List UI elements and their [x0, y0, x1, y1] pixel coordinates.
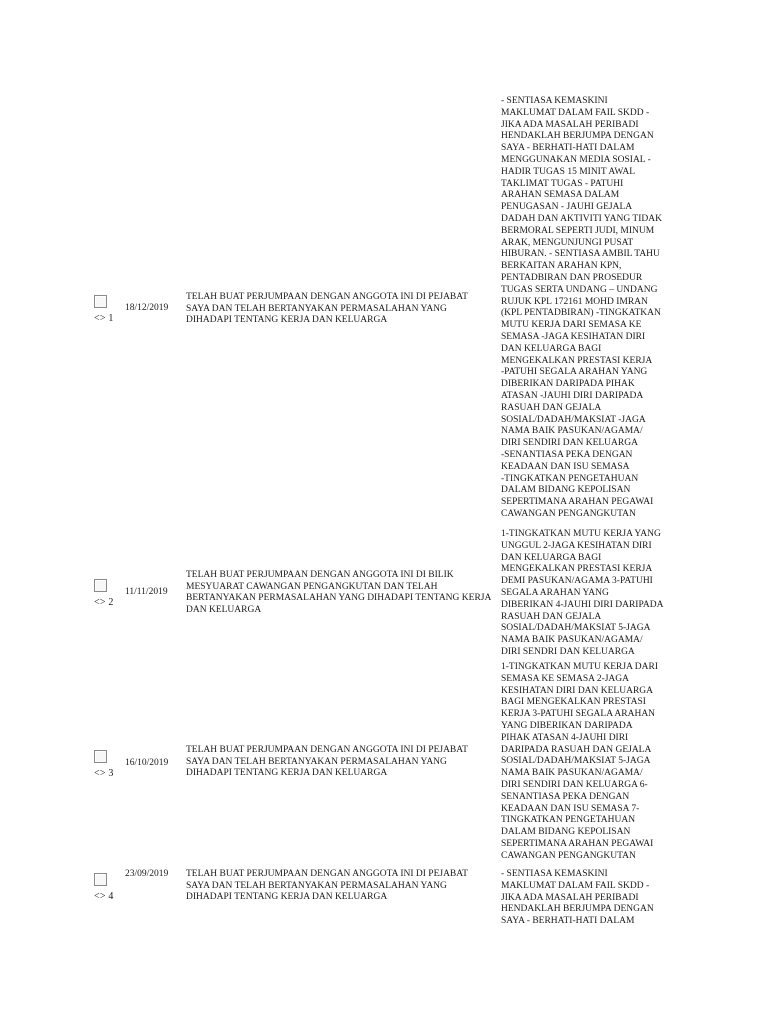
row-select — [94, 873, 120, 902]
row-note: - SENTIASA KEMASKINI MAKLUMAT DALAM FAIL SKDD - JIKA ADA MASALAH PERIBADI HENDAKLAH BERJUMPA DENGAN SAYA - BERHATI-HATI DALAM MENGGUNAKAN MEDIA SOSIAL - HADIR TUGAS 15 MINIT AWAL TAKLIMAT TUGAS - PATUHI ARAHAN SEMASA DALAM PENUGASAN - JAUHI GEJALA DADAH DAN AKTIVITI YANG TIDAK BERMORAL SEPERTI JUDI, MINUM ARAK, MENGUNJUNGI PUSAT HIBURAN. - SENTIASA AMBIL TAHU BERKAITAN ARAHAN KPN, PENTADBIRAN DAN PROSEDUR TUGAS SERTA UNDANG – UNDANG RUJUK KPL 172161 MOHD IMRAN (KPL PENTADBIRAN) -TINGKATKAN MUTU KERJA DARI SEMASA KE SEMASA -JAGA KESIHATAN DIRI DAN KELUARGA BAGI MENGEKALKAN PRESTASI KERJA -PATUHI SEGALA ARAHAN YANG DIBERIKAN DARIPADA PIHAK ATASAN -JAUHI DIRI DARIPADA RASUAH DAN GEJALA SOSIAL/DADAH/MAKSIAT -JAGA NAMA BAIK PASUKAN/AGAMA/ DIRI SENDIRI DAN KELUARGA -SENANTIASA PEKA DENGAN KEADAAN DAN ISU SEMASA -TINGKATKAN PENGETAHUAN DALAM BIDANG KEPOLISAN SEPERTIMANA ARAHAN PEGAWAI CAWANGAN PENGANGKUTAN — [501, 96, 662, 519]
row-description: TELAH BUAT PERJUMPAAN DENGAN ANGGOTA INI DI PEJABAT SAYA DAN TELAH BERTANYAKAN PERMASALAHAN YANG DIHADAPI TENTANG KERJA DAN KELUARGA — [186, 292, 468, 325]
row-checkbox[interactable] — [94, 873, 107, 886]
row-description: TELAH BUAT PERJUMPAAN DENGAN ANGGOTA INI DI PEJABAT SAYA DAN TELAH BERTANYAKAN PERMASALAHAN YANG DIHADAPI TENTANG KERJA DAN KELUARGA — [186, 869, 468, 902]
row-note: - SENTIASA KEMASKINI MAKLUMAT DALAM FAIL SKDD - JIKA ADA MASALAH PERIBADI HENDAKLAH BERJUMPA DENGAN SAYA - BERHATI-HATI DALAM — [501, 869, 654, 927]
row-note: 1-TINGKATKAN MUTU KERJA YANG UNGGUL 2-JAGA KESIHATAN DIRI DAN KELUARGA BAGI MENGEKALKAN PRESTASI KERJA DEMI PASUKAN/AGAMA 3-PATUHI SEGALA ARAHAN YANG DIBERIKAN 4-JAUHI DIRI DARIPADA RASUAH DAN GEJALA SOSIAL/DADAH/MAKSIAT 5-JAGA NAMA BAIK PASUKAN/AGAMA/ DIRI SENDRI DAN KELUARGA — [501, 529, 664, 657]
row-select — [94, 750, 120, 779]
row-number: <> 1 — [94, 313, 114, 324]
row-description: TELAH BUAT PERJUMPAAN DENGAN ANGGOTA INI DI BILIK MESYUARAT CAWANGAN PENGANGKUTAN DAN TELAH BERTANYAKAN PERMASALAHAN YANG DIHADAPI TENTANG KERJA DAN KELUARGA — [186, 570, 491, 615]
row-number: <> 4 — [94, 891, 114, 902]
row-number: <> 3 — [94, 768, 114, 779]
row-select — [94, 295, 120, 324]
row-select — [94, 579, 120, 608]
row-note: 1-TINGKATKAN MUTU KERJA DARI SEMASA KE SEMASA 2-JAGA KESIHATAN DIRI DAN KELUARGA BAGI MENGEKALKAN PRESTASI KERJA 3-PATUHI SEGALA ARAHAN YANG DIBERIKAN DARIPADA PIHAK ATASAN 4-JAUHI DIRI DARIPADA RASUAH DAN GEJALA SOSIAL/DADAH/MAKSIAT 5-JAGA NAMA BAIK PASUKAN/AGAMA/ DIRI SENDIRI DAN KELUARGA 6- SENANTIASA PEKA DENGAN KEADAAN DAN ISU SEMASA 7- TINGKATKAN PENGETAHUAN DALAM BIDANG KEPOLISAN SEPERTIMANA ARAHAN PEGAWAI CAWANGAN PENGANGKUTAN — [501, 662, 659, 861]
row-date: 16/10/2019 — [125, 758, 169, 768]
row-checkbox[interactable] — [94, 750, 107, 763]
row-description: TELAH BUAT PERJUMPAAN DENGAN ANGGOTA INI DI PEJABAT SAYA DAN TELAH BERTANYAKAN PERMASALAHAN YANG DIHADAPI TENTANG KERJA DAN KELUARGA — [186, 745, 468, 778]
row-date: 18/12/2019 — [125, 303, 169, 313]
row-checkbox[interactable] — [94, 579, 107, 592]
row-date: 23/09/2019 — [125, 869, 169, 879]
row-checkbox[interactable] — [94, 295, 107, 308]
row-number: <> 2 — [94, 597, 114, 608]
row-date: 11/11/2019 — [125, 587, 168, 597]
